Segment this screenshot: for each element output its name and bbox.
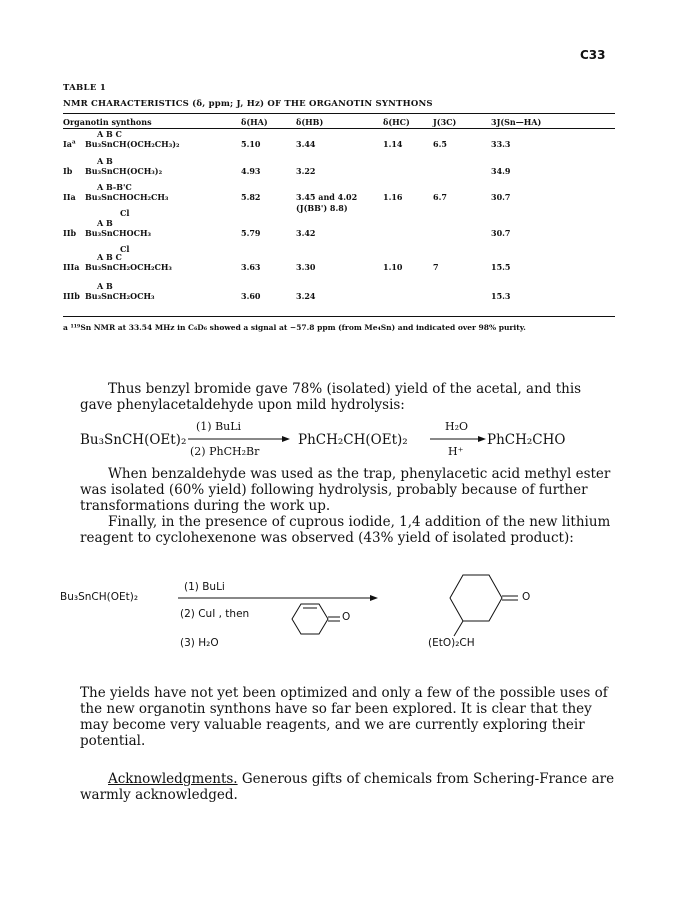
acknowledgments-heading: Acknowledgments.	[108, 771, 238, 787]
row-label: IIIb	[63, 291, 80, 301]
row-formula: Bu₃SnCH₂OCH₃	[85, 291, 155, 301]
cell-hb: 3.30	[296, 262, 316, 272]
paragraph-2: When benzaldehyde was used as the trap, phenylacetic acid methyl ester was isolated (60% yield) following hydrolysis, probably because of further transformations during the work up.	[80, 466, 611, 514]
cell-jsn: 15.3	[491, 291, 511, 301]
scheme2-ketone-oxygen: O	[342, 611, 351, 623]
table-title: TABLE 1	[63, 83, 107, 93]
cell-jsn: 30.7	[491, 228, 511, 238]
cell-ha: 5.82	[241, 192, 261, 202]
scheme1-product: PhCH₂CHO	[487, 432, 566, 448]
row-formula: Bu₃SnCHOCH₃	[85, 228, 151, 238]
row-markers: A B	[97, 156, 113, 166]
row-substituent: Cl	[120, 244, 130, 254]
row-markers: A B	[97, 218, 113, 228]
cell-hb: 3.44	[296, 139, 316, 149]
cell-ha: 3.60	[241, 291, 261, 301]
cell-ha: 5.79	[241, 228, 261, 238]
scheme1-intermediate: PhCH₂CH(OEt)₂	[298, 432, 408, 448]
scheme2-step-2: (2) CuI , then	[180, 608, 250, 620]
cell-ha: 4.93	[241, 166, 261, 176]
cell-hb: 3.42	[296, 228, 316, 238]
header-hb: δ(HB)	[296, 117, 324, 127]
cell-hc: 1.16	[383, 192, 403, 202]
row-markers: A B C	[97, 252, 122, 262]
cell-jsn: 15.5	[491, 262, 511, 272]
cell-hc: 1.10	[383, 262, 403, 272]
row-label: IIa	[63, 192, 76, 202]
acknowledgments-text: Generous gifts of chemicals from Schering-France are warmly acknowledged.	[80, 771, 615, 803]
cell-jsn: 34.9	[491, 166, 511, 176]
cell-j3c: 6.5	[433, 139, 447, 149]
cell-j3c: 7	[433, 262, 439, 272]
scheme2-substituent: (EtO)₂CH	[428, 637, 475, 649]
scheme1-reactant: Bu₃SnCH(OEt)₂	[80, 432, 187, 448]
row-formula: Bu₃SnCH(OCH₂CH₃)₂	[85, 139, 180, 149]
paragraph-1: Thus benzyl bromide gave 78% (isolated) yield of the acetal, and this gave phenylacetaldehyde upon mild hydrolysis:	[80, 381, 582, 413]
acknowledgments	[80, 771, 615, 803]
header-hc: δ(HC)	[383, 117, 410, 127]
scheme1-arrow-1	[188, 434, 290, 444]
cell-jsn: 30.7	[491, 192, 511, 202]
table-bottom-rule	[63, 316, 615, 317]
cell-hb: 3.45 and 4.02	[296, 192, 358, 202]
scheme1-condition-top: (1) BuLi	[196, 420, 242, 433]
header-synthons: Organotin synthons	[63, 117, 152, 127]
footnote-marker: a	[71, 139, 76, 146]
table-top-rule	[63, 113, 615, 114]
paragraph-3: Finally, in the presence of cuprous iodide, 1,4 addition of the new lithium reagent to cyclohexenone was observed (43% yield of isolated product):	[80, 514, 611, 546]
header-j3c: J(3C)	[433, 117, 457, 127]
page-number: C33	[580, 48, 606, 62]
scheme2-product-oxygen: O	[522, 591, 531, 603]
cell-ha: 5.10	[241, 139, 261, 149]
cell-j3c: 6.7	[433, 192, 447, 202]
cell-hb: 3.22	[296, 166, 316, 176]
row-formula: Bu₃SnCH₂OCH₂CH₃	[85, 262, 172, 272]
scheme2-reactant: Bu₃SnCH(OEt)₂	[60, 591, 139, 603]
row-formula: Bu₃SnCHOCH₂CH₃	[85, 192, 169, 202]
scheme2-step-3: (3) H₂O	[180, 637, 219, 649]
row-label: Ib	[63, 166, 73, 176]
scheme1-condition2-top: H₂O	[445, 420, 469, 433]
cell-jsn: 33.3	[491, 139, 511, 149]
row-markers: A B	[97, 281, 113, 291]
scheme2-step-1: (1) BuLi	[184, 581, 225, 593]
row-label: Ia$^a$	[63, 139, 76, 149]
header-ha: δ(HA)	[241, 117, 268, 127]
cell-hc: 1.14	[383, 139, 403, 149]
reaction-scheme-1	[80, 420, 620, 460]
cell-hb: 3.24	[296, 291, 316, 301]
table-footnote: a ¹¹⁹Sn NMR at 33.54 MHz in C₆D₆ showed a signal at −57.8 ppm (from Me₄Sn) and indicated over 98% purity.	[63, 323, 526, 332]
scheme1-condition2-bottom: H⁺	[448, 445, 464, 458]
row-substituent: Cl	[120, 208, 130, 218]
scheme1-condition-bottom: (2) PhCH₂Br	[190, 445, 260, 458]
table-caption: NMR CHARACTERISTICS (δ, ppm; J, Hz) OF THE ORGANOTIN SYNTHONS	[63, 99, 433, 109]
header-jsn: 3J(Sn—HA)	[491, 117, 542, 127]
reaction-scheme-2	[60, 575, 620, 665]
row-markers: A B C	[97, 129, 122, 139]
row-formula: Bu₃SnCH(OCH₃)₂	[85, 166, 163, 176]
row-markers: A B-B'C	[97, 182, 132, 192]
paragraph-4: The yields have not yet been optimized and only a few of the possible uses of the new organotin synthons have so far been explored. It is clear that they may become very valuable reagents, and we are currently exploring their potential.	[80, 685, 608, 749]
cell-ha: 3.63	[241, 262, 261, 272]
row-label: IIb	[63, 228, 77, 238]
table-header-rule	[63, 128, 615, 129]
cell-hb-coupling: (J(BB') 8.8)	[296, 203, 348, 213]
row-label: IIIa	[63, 262, 80, 272]
scheme1-arrow-2	[430, 434, 486, 444]
